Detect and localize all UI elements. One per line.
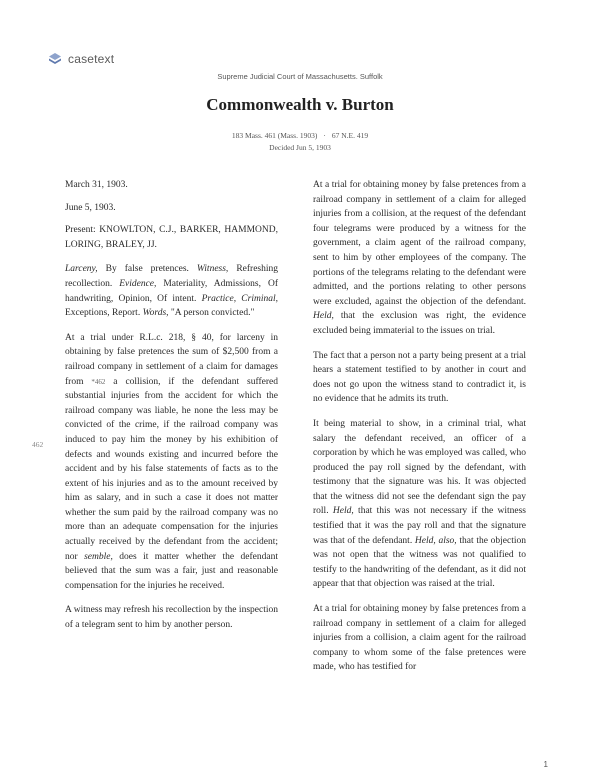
logo-text: casetext bbox=[68, 52, 115, 66]
casetext-logo[interactable] bbox=[48, 52, 114, 66]
held-also-term: Held, also, bbox=[414, 535, 457, 546]
headnote-paragraph bbox=[313, 178, 526, 339]
topic-witness: Witness, bbox=[196, 264, 229, 275]
argued-date: March 31, 1903. bbox=[65, 180, 128, 190]
held-term: Held, bbox=[332, 506, 354, 517]
headnote-paragraph: At a trial for obtaining money by false pretences from a railroad company in settlement of a claim for alleged injuries from a collision, a claim agent for the railroad company to whom some of the false pretences were made, who has testified for bbox=[313, 604, 526, 673]
held-term: Held, bbox=[313, 311, 334, 322]
citation-separator: · bbox=[323, 131, 326, 140]
topic-words: Words, bbox=[142, 308, 169, 319]
paragraph-text: At a trial for obtaining money by false pretences from a railroad company in settlement of a claim for alleged injuries from a collision, at the request of the defendant four telegrams were produced by a witness for the government, a claim agent of the railroad company, sent to him by other employees of the company. The portions of the telegrams relating to the defendant were admitted, and the portions relating to other persons were excluded, against the objection of the defendant. bbox=[313, 180, 526, 307]
court-name: Supreme Judicial Court of Massachusetts. Suffolk bbox=[217, 72, 383, 81]
page-title: Commonwealth v. Burton bbox=[206, 95, 394, 114]
paragraph-text: does it matter whether the defendant believed that the sum was a fair, just and reasonable compensation for the injuries he received. bbox=[65, 551, 278, 591]
semble-term: semble, bbox=[84, 551, 113, 562]
headnote-text: Exceptions, Report. bbox=[65, 308, 143, 319]
headnote-paragraph: A witness may refresh his recollection by the inspection of a telegram sent to him by another person. bbox=[65, 605, 278, 631]
headnote-paragraph: The fact that a person not a party being present at a trial hears a statement testified to by another in court and does not go upon the witness stand to contradict it, is no evidence that he admits its truth. bbox=[313, 350, 526, 405]
paragraph-text: that this was not necessary if the witness testified that it was the pay roll and that the signature was that of the defendant. bbox=[313, 506, 526, 546]
headnote-paragraph bbox=[313, 417, 526, 592]
decision-date: June 5, 1903. bbox=[65, 202, 116, 213]
topic-evidence: Evidence, bbox=[119, 278, 157, 289]
page-marker: 462 bbox=[32, 440, 44, 449]
headnote-paragraph bbox=[65, 331, 278, 594]
topic-larceny: Larceny, bbox=[65, 264, 98, 275]
paragraph-text: It being material to show, in a criminal trial, what salary the defendant received, an officer of a corporation by which he was employed was called, who produced the pay roll signed by the defendant, with testimony that the signature was his. It was objected that the witness did not see the defendant sign the pay roll. bbox=[313, 418, 526, 517]
paragraph-text: a collision, if the defendant suffered substantial injuries from the accident for which the railroad company was liable, he none the less may be convicted of the crime, if the railroad company was induced to pay him the money by his exhibition of defects and wounds existing and incurred before the accident and by his false statements of facts as to the extent of his injuries and as to the amount received by him as salary, and in such a case it does not matter whether the sum paid by the railroad company was no more than an adequate compensation for the injuries actually received by the defendant from the accident; nor bbox=[65, 376, 279, 562]
headnote-text: By false pretences. bbox=[97, 264, 197, 275]
star-page-marker: *462 bbox=[91, 377, 106, 386]
decided-date: Decided Jun 5, 1903 bbox=[269, 143, 331, 152]
citation-mass: 183 Mass. 461 (Mass. 1903) bbox=[231, 131, 318, 140]
casetext-logo-icon bbox=[48, 52, 62, 66]
paragraph-text: At a trial under R.L.c. 218, § 40, for larceny in obtaining by false pretences the sum of $2,500 from a railroad company in settlement of a claim for damages from bbox=[65, 332, 278, 387]
citation-line bbox=[0, 131, 600, 140]
headnote-text: Refreshing recollection. bbox=[65, 264, 278, 289]
headnote-topics bbox=[65, 262, 278, 320]
left-column bbox=[65, 178, 278, 643]
right-column bbox=[313, 178, 526, 685]
headnote-text: "A person convicted." bbox=[168, 308, 255, 319]
paragraph-text: that the exclusion was right, the evidence excluded being immaterial to the issues on trial. bbox=[313, 311, 526, 336]
headnote-text: Materiality, Admissions, Of handwriting, Opinion, Of intent. bbox=[65, 278, 278, 304]
page-number: 1 bbox=[543, 760, 548, 769]
paragraph-text: that the objection was not open that the witness was not qualified to testify to the handwriting of the defendant, as it did not appear that that objection was raised at the trial. bbox=[313, 535, 526, 590]
citation-ne: 67 N.E. 419 bbox=[331, 131, 369, 140]
present-justices: Present: KNOWLTON, C.J., BARKER, HAMMOND, LORING, BRALEY, JJ. bbox=[65, 225, 278, 250]
topic-practice: Practice, Criminal, bbox=[201, 293, 278, 304]
